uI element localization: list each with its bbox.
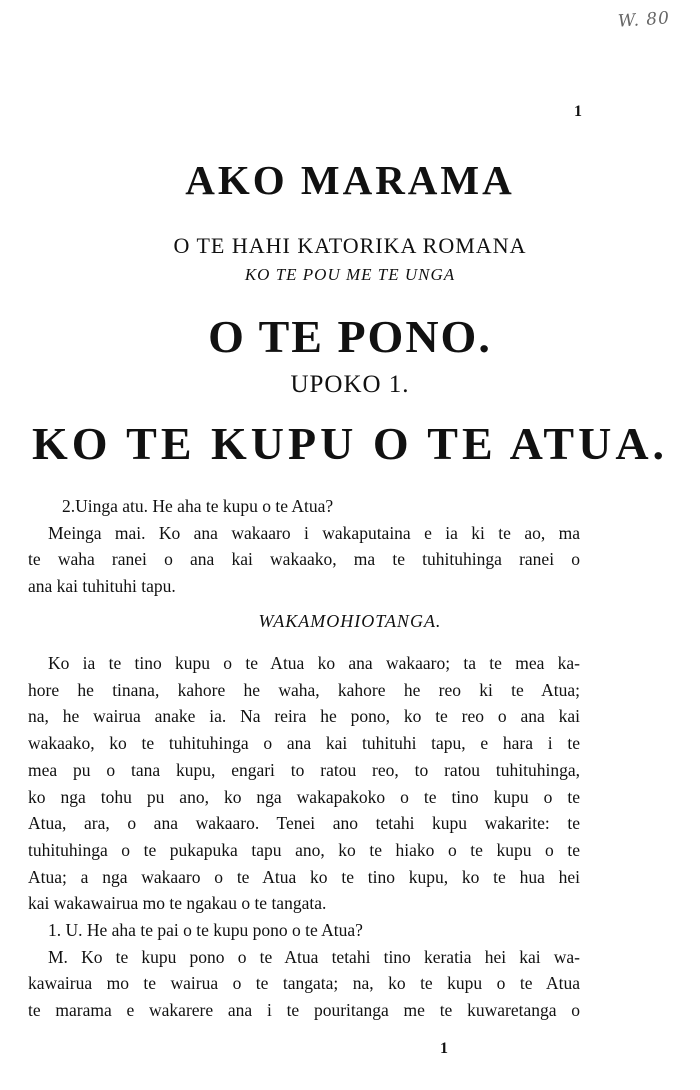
text-line: Atua; a nga wakaaro o te Atua ko te tino kupu, ko te hua hei (28, 866, 580, 887)
text-line: 2.Uinga atu. He aha te kupu o te Atua? (62, 496, 334, 516)
main-paragraph (28, 650, 580, 1024)
chapter-title: KO TE KUPU O TE ATUA. (31, 418, 669, 469)
text-line: ko nga tohu pu ano, ko nga wakapakoko o te tino kupu o te (28, 786, 580, 807)
text-line: wakaako, ko te tuhituhinga o ana kai tuhituhi tapu, e hara i te (28, 733, 580, 754)
book-subtitle-italic: KO TE POU ME TE UNGA (244, 265, 456, 284)
book-subtitle: O TE HAHI KATORIKA ROMANA (173, 233, 527, 258)
book-title: AKO MARAMA (185, 157, 515, 203)
text-line: ana kai tuhituhi tapu. (28, 576, 176, 597)
text-line: te waha ranei o ana kai wakaako, ma te tuhituhinga ranei o (28, 549, 580, 570)
page-number-bottom: 1 (440, 1040, 448, 1057)
question-paragraph (28, 493, 580, 600)
text-line: 1. U. He aha te pai o te kupu pono o te Atua? (48, 920, 363, 941)
book-subtitle-large: O TE PONO. (208, 311, 492, 362)
handwritten-note: W. 80 (617, 8, 671, 32)
text-line: Atua, ara, o ana wakaaro. Tenei ano tetahi kupu wakarite: te (28, 813, 580, 834)
text-line: M. Ko te kupu pono o te Atua tetahi tino keratia hei kai wa- (48, 946, 580, 967)
text-line: na, he wairua anake ia. Na reira he pono, ko te reo o ana kai (28, 706, 580, 727)
text-line: kai wakawairua mo te ngakau o te tangata. (28, 893, 327, 914)
text-line: te marama e wakarere ana i te pouritanga me te kuwaretanga o (28, 1000, 580, 1021)
text-line: mea pu o tana kupu, engari to ratou reo, to ratou tuhituhinga, (28, 759, 580, 780)
section-heading: WAKAMOHIOTANGA. (258, 611, 442, 631)
text-line: tuhituhinga o te pukapuka tapu ano, ko te hiako o te kupu o te (28, 839, 580, 860)
page-number-top: 1 (574, 103, 582, 120)
text-line: Ko ia te tino kupu o te Atua ko ana wakaaro; ta te mea ka- (48, 653, 580, 673)
text-line: kawairua mo te wairua o te tangata; na, ko te kupu o te Atua (28, 973, 580, 994)
chapter-number: UPOKO 1. (290, 371, 410, 398)
text-line: Meinga mai. Ko ana wakaaro i wakaputaina e ia ki te ao, ma (48, 522, 580, 543)
text-line: hore he tinana, kahore he waha, kahore he reo ki te Atua; (28, 679, 580, 700)
